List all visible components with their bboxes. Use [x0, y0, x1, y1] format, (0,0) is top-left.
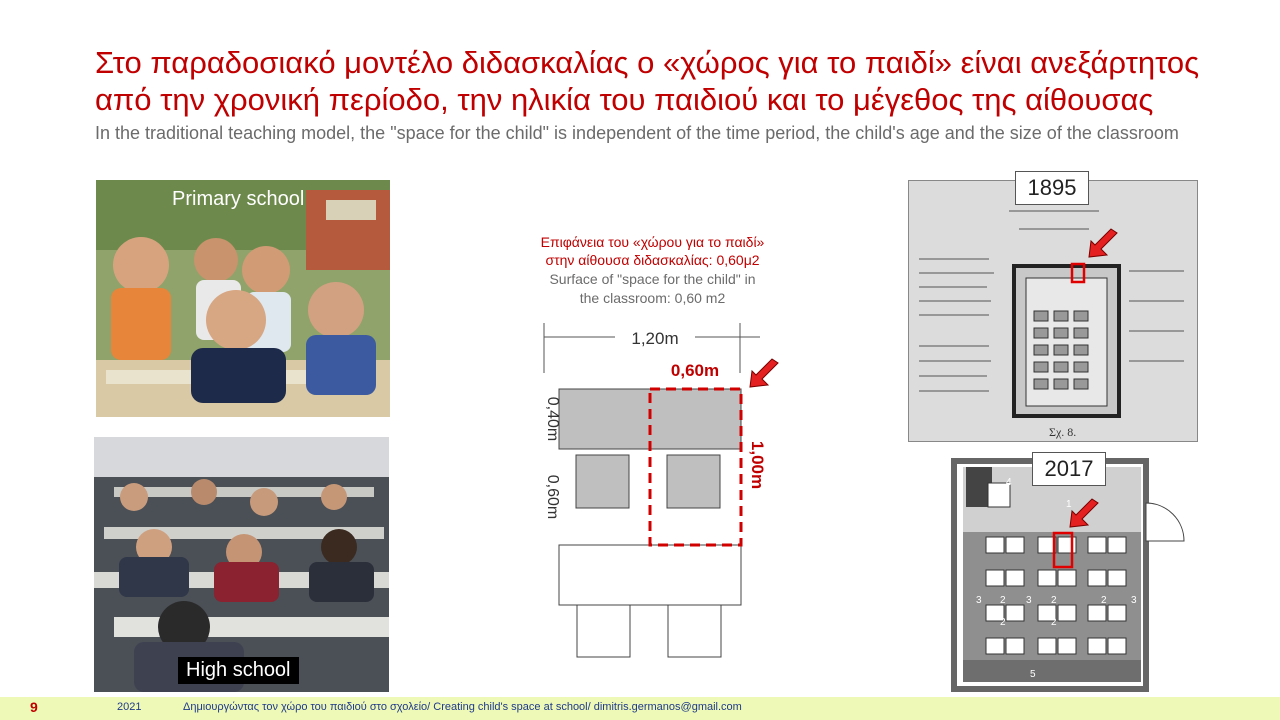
plan-number-8: 2	[1000, 617, 1006, 628]
plan-number-7: 2	[1101, 595, 1107, 606]
surface-caption-english-line1: Surface of "space for the child" in	[549, 271, 756, 287]
plan-number-11: 5	[1030, 669, 1036, 680]
footer-credit: Δημιουργώντας τον χώρο του παιδιού στο σχολείο/ Creating child's space at school/ dimitris.germanos@gmail.com	[183, 701, 742, 713]
width-label: 1,20m	[631, 329, 679, 348]
half-width-label: 0,60m	[670, 361, 720, 380]
plan-number-6: 3	[1131, 595, 1137, 606]
plan-number-5: 2	[1051, 595, 1057, 606]
plan-number-9: 2	[1051, 617, 1057, 628]
primary-school-image	[96, 180, 390, 417]
primary-school-photo	[96, 180, 390, 417]
next-desk-rect	[559, 545, 741, 605]
page-subtitle-english: In the traditional teaching model, the "space for the child" is independent of the time period, the child's age and the size of the classroom	[95, 123, 1179, 143]
desk-space-diagram	[520, 315, 800, 665]
year-2017-label: 2017	[1032, 452, 1106, 486]
next-seat-right	[668, 605, 721, 657]
seat-gap-label: 0,60m	[544, 474, 561, 520]
year-1895-label: 1895	[1015, 171, 1089, 205]
plan-number-4: 3	[1026, 595, 1032, 606]
plan-number-10: 3	[976, 595, 982, 606]
plan-1895	[908, 175, 1198, 442]
primary-school-label: Primary school	[172, 188, 305, 210]
high-school-label: High school	[178, 657, 299, 684]
high-school-photo	[94, 437, 389, 692]
high-school-image	[94, 437, 389, 692]
plan-2017-drawing	[948, 455, 1188, 695]
plan-number-2: 1	[1066, 499, 1072, 510]
desk-depth-label: 0,40m	[544, 396, 561, 442]
plan-number-1: 4	[1006, 477, 1012, 488]
seat-right	[667, 455, 720, 508]
surface-caption-english	[480, 270, 825, 308]
surface-caption-greek	[480, 233, 825, 269]
svg-text:Σχ. 8.: Σχ. 8.	[1049, 425, 1077, 439]
pointer-arrow-icon	[750, 359, 778, 387]
footer-bar	[0, 697, 1280, 720]
plan-1895-drawing	[909, 181, 1197, 441]
surface-caption-english-line2: the classroom: 0,60 m2	[579, 290, 726, 306]
depth-label: 1,00m	[748, 440, 767, 490]
surface-caption-greek-line1: Επιφάνεια του «χώρου για το παιδί»	[540, 234, 765, 250]
next-seat-left	[577, 605, 630, 657]
plan-number-3: 2	[1000, 595, 1006, 606]
seat-left	[576, 455, 629, 508]
plan-2017	[948, 455, 1188, 695]
page-title-greek: Στο παραδοσιακό μοντέλο διδασκαλίας ο «χώρος για το παιδί» είναι ανεξάρτητος από την χρονική περίοδο, την ηλικία του παιδιού και το μέγεθος της αίθουσας	[95, 45, 1200, 117]
surface-caption-greek-line2: στην αίθουσα διδασκαλίας: 0,60μ2	[545, 252, 760, 268]
page-number: 9	[30, 699, 38, 715]
footer-year: 2021	[117, 701, 142, 713]
